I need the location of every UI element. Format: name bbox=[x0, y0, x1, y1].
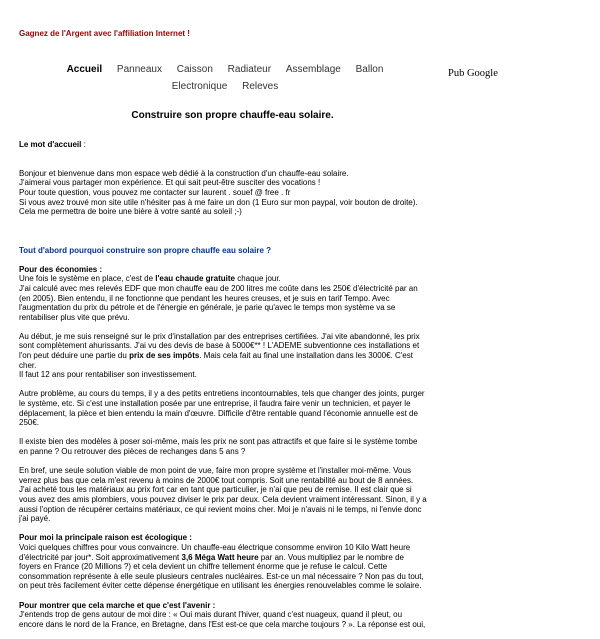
paragraph-line: on peut très facilement éviter cette dépense énergétique en utilisant les énergies renouvelables comme le solaire. bbox=[19, 581, 422, 591]
text-run: chaque jour. bbox=[234, 274, 281, 284]
welcome-heading-line bbox=[19, 140, 449, 150]
spacer bbox=[19, 217, 449, 227]
nav-item-radiateur[interactable]: Radiateur bbox=[227, 64, 272, 75]
main-nav bbox=[60, 61, 390, 95]
conclusion-paragraph bbox=[19, 466, 449, 524]
welcome-line: J'aimerai vous partager mon expérience. Et qui sait peut-être susciter des vocations ! bbox=[19, 178, 321, 188]
spacer bbox=[19, 226, 449, 236]
paragraph-line: le système, etc. Si c'est une installation posée par une entreprise, il faudra faire venir un technicien, et payer le bbox=[19, 399, 411, 409]
proof-label: Pour montrer que cela marche et que c'est l'avenir : bbox=[19, 600, 216, 610]
welcome-heading: Le mot d'accueil bbox=[19, 140, 82, 149]
paragraph-line: encore dans le nord de la France, en Bretagne, dans l'Est est-ce que cela marche toujours ? ». La réponse est oui, bbox=[19, 619, 426, 629]
paragraph-line: aussi l'option de récupérer certains matériaux, ce qui revient moins cher. Moi je n'avais ni le temps, ni l'envie donc bbox=[19, 504, 422, 514]
text-run: l'on peut déduire une partie du bbox=[19, 351, 130, 361]
paragraph-line: Voici quelques chiffres pour vous convaincre. Un chauffe-eau électrique consomme environ 10 Kilo Watt heure bbox=[19, 542, 411, 552]
main-content bbox=[19, 140, 449, 639]
nav-item-caisson[interactable]: Caisson bbox=[176, 64, 213, 75]
google-ad-slot[interactable]: Pub Google bbox=[448, 68, 498, 79]
spacer bbox=[19, 150, 449, 160]
tax-emphasis: prix de ses impôts bbox=[129, 351, 200, 361]
nav-item-assemblage[interactable]: Assemblage bbox=[285, 64, 341, 75]
paragraph-line: verrez plus bas que cela m'est revenu à moins de 2000€ tout compris. Soit une rentabilité au bout de 8 années. bbox=[19, 475, 414, 485]
text-run: . Mais cela fait au final une installation dans les 3000€. C'est bbox=[199, 351, 413, 361]
economies-label: Pour des économies : bbox=[19, 264, 103, 274]
welcome-line: Bonjour et bienvenue dans mon espace web dédié à la construction d'un chauffe-eau solaire. bbox=[19, 168, 349, 178]
proof-paragraph bbox=[19, 601, 449, 630]
nav-item-panneaux[interactable]: Panneaux bbox=[116, 64, 162, 75]
economies-line bbox=[19, 274, 449, 284]
paragraph-line bbox=[19, 553, 449, 563]
paragraph-line: déplacement, la pièce et bien entendu la main d'œuvre. Difficile d'être rentable quand l'économie annuelle est de bbox=[19, 408, 418, 418]
paragraph-line: foyers en France (20 Millions ?) et cela devient un chiffre tellement énorme que je refuse le calcul. Cette bbox=[19, 562, 388, 572]
affiliation-promo-link[interactable]: Gagnez de l'Argent avec l'affiliation Internet ! bbox=[19, 29, 190, 38]
text-run: d'électricité par jour*. Soit approximativement bbox=[19, 552, 182, 562]
spacer bbox=[19, 236, 449, 246]
paragraph-line: consommation représente à elle seule plusieurs centrales nucléaires. Est-ce un mal nécessaire ? Non pas du tout, bbox=[19, 571, 424, 581]
nav-item-ballon[interactable]: Ballon bbox=[355, 64, 384, 75]
welcome-section bbox=[19, 140, 449, 217]
maintenance-paragraph bbox=[19, 389, 449, 427]
paragraph-line: en panne ? Ou retrouver des pièces de rechanges dans 5 ans ? bbox=[19, 447, 246, 456]
page-title: Construire son propre chauffe-eau solaire. bbox=[131, 110, 334, 121]
paragraph-line: En bref, une seule solution viable de mon point de vue, faire mon propre système et l'installer moi-même. Vous bbox=[19, 466, 411, 476]
paragraph-line: j'ai payé. bbox=[19, 514, 51, 524]
economies-paragraph bbox=[19, 265, 449, 323]
economies-line: J'ai calculé avec mes relevés EDF que mon chauffe eau de 200 litres me coûte dans les 250€ d'électricité par an bbox=[19, 283, 418, 293]
ecology-label: Pour moi la principale raison est écologique : bbox=[19, 533, 192, 543]
economies-line: l'augmentation du prix du pétrole et de l'énergie en générale, je parie qu'avec le temps mon système va se bbox=[19, 303, 396, 313]
paragraph-line: vous avez des amis plombiers, vous pouvez diviser le prix par deux. Cela devient vraiment intéressant. Sinon, il y a bbox=[19, 494, 427, 504]
why-heading: Tout d'abord pourquoi construire son propre chauffe eau solaire ? bbox=[19, 245, 271, 255]
spacer bbox=[19, 159, 449, 169]
installation-cost-paragraph bbox=[19, 332, 449, 380]
ecology-paragraph bbox=[19, 533, 449, 591]
economies-line: (en 2005). Bien entendu, il ne fonctionne que pendant les heures creuses, et je suis en tarif Tempo. Avec bbox=[19, 293, 390, 303]
paragraph-line: Autre problème, au cours du temps, il y a des petits entretiens incontournables, tels que changer des joints, purger bbox=[19, 389, 425, 399]
free-hot-water-emphasis: l'eau chaude gratuite bbox=[155, 274, 235, 284]
paragraph-line: Il existe bien des modèles à poser soi-même, mais les prix ne sont pas attractifs et que faire si le système tombe bbox=[19, 437, 418, 447]
welcome-contact-line: Pour toute question, vous pouvez me contacter sur laurent . souef @ free . fr bbox=[19, 187, 291, 197]
economies-line: rentabiliser plus vite que prévu. bbox=[19, 312, 130, 322]
nav-item-releves[interactable]: Releves bbox=[242, 81, 279, 92]
welcome-line: Cela me permettra de boire une bière à votre santé au soleil ;-) bbox=[19, 207, 242, 217]
diy-kits-paragraph bbox=[19, 437, 449, 456]
paragraph-line: Au début, je me suis renseigné sur le prix d'installation par des entreprises certifiées. J'ai vite abandonné, les prix bbox=[19, 331, 420, 341]
paragraph-line: cher. bbox=[19, 360, 37, 370]
paragraph-line: sont complètement ahurissants. J'ai vu des devis de base à 5000€** ! L'ADEME subventionne ces installations et bbox=[19, 341, 420, 351]
welcome-heading-suffix: : bbox=[81, 140, 86, 149]
text-run: par an. Vous multipliez par le nombre de bbox=[258, 552, 404, 562]
paragraph-line bbox=[19, 351, 449, 361]
energy-emphasis: 3,6 Méga Watt heure bbox=[181, 552, 259, 562]
nav-item-accueil[interactable]: Accueil bbox=[66, 64, 103, 75]
paragraph-line: Il faut 12 ans pour rentabiliser son investissement. bbox=[19, 370, 197, 380]
text-run: Une fois le système en place, c'est de bbox=[19, 274, 156, 284]
paragraph-line: 250€. bbox=[19, 418, 40, 428]
paragraph-line: J'entends trop de gens autour de moi dire : « Oui mais durant l'hiver, quand c'est nuageux, quand il pleut, ou bbox=[19, 610, 403, 620]
nav-item-electronique[interactable]: Electronique bbox=[171, 81, 228, 92]
welcome-donation-line: Si vous avez trouvé mon site utile n'hésiter pas à me faire un don (1 Euro sur mon paypal, voir bouton de droite). bbox=[19, 197, 418, 207]
paragraph-line: J'ai acheté tous les matériaux au prix fort car en tant que particulier, je n'ai que peu de remise. Il est clair que si bbox=[19, 485, 412, 495]
